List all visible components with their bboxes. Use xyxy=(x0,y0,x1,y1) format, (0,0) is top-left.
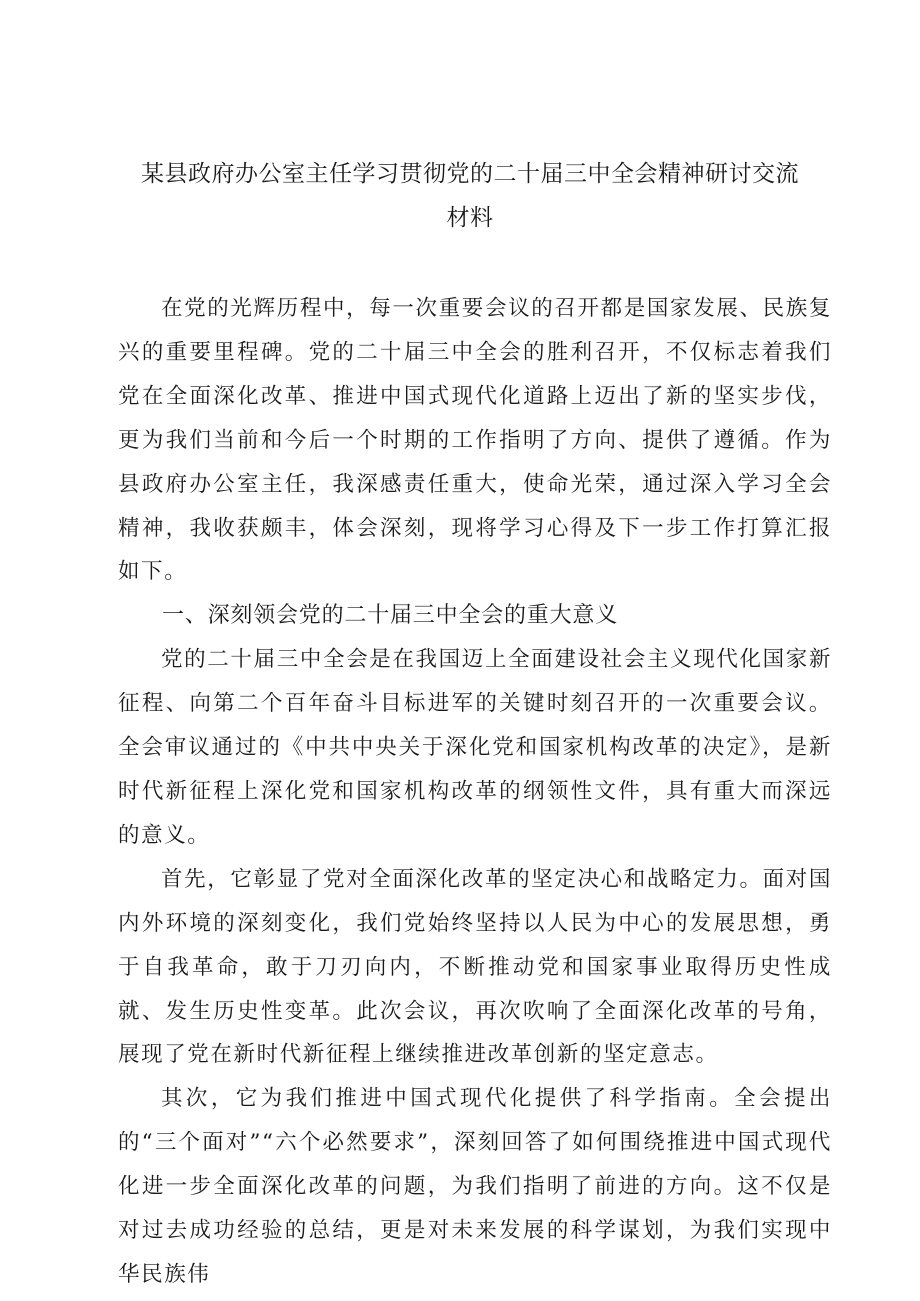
section-heading: 一、深刻领会党的二十届三中全会的重大意义 xyxy=(162,603,619,629)
document-title xyxy=(110,152,830,240)
document-title-line-2: 材料 xyxy=(446,205,494,231)
intro-paragraph: 在党的光辉历程中，每一次重要会议的召开都是国家发展、民族复兴的重要里程碑。党的二十届三中全会的胜利召开，不仅标志着我们党在全面深化改革、推进中国式现代化道路上迈出了新的坚实步伐，更为我们当前和今后一个时期的工作指明了方向、提供了遵循。作为县政府办公室主任，我深感责任重大，使命光荣，通过深入学习全会精神，我收获颇丰，体会深刻，现将学习心得及下一步工作打算汇报如下。 xyxy=(118,296,832,585)
body-paragraph: 其次，它为我们推进中国式现代化提供了科学指南。全会提出的“三个面对”“六个必然要求”，深刻回答了如何围绕推进中国式现代化进一步全面深化改革的问题，为我们指明了前进的方向。这不仅是对过去成功经验的总结，更是对未来发展的科学谋划，为我们实现中华民族伟 xyxy=(118,1086,832,1287)
document-body xyxy=(118,287,832,1297)
body-paragraph: 首先，它彰显了党对全面深化改革的坚定决心和战略定力。面对国内外环境的深刻变化，我们党始终坚持以人民为中心的发展思想，勇于自我革命，敢于刀刃向内，不断推动党和国家事业取得历史性成就、发生历史性变革。此次会议，再次吹响了全面深化改革的号角，展现了党在新时代新征程上继续推进改革创新的坚定意志。 xyxy=(118,866,832,1068)
body-paragraph: 党的二十届三中全会是在我国迈上全面建设社会主义现代化国家新征程、向第二个百年奋斗目标进军的关键时刻召开的一次重要会议。全会审议通过的《中共中央关于深化党和国家机构改革的决定》，是新时代新征程上深化党和国家机构改革的纲领性文件，具有重大而深远的意义。 xyxy=(118,647,832,848)
document-title-line-1: 某县政府办公室主任学习贯彻党的二十届三中全会精神研讨交流 xyxy=(141,161,799,187)
